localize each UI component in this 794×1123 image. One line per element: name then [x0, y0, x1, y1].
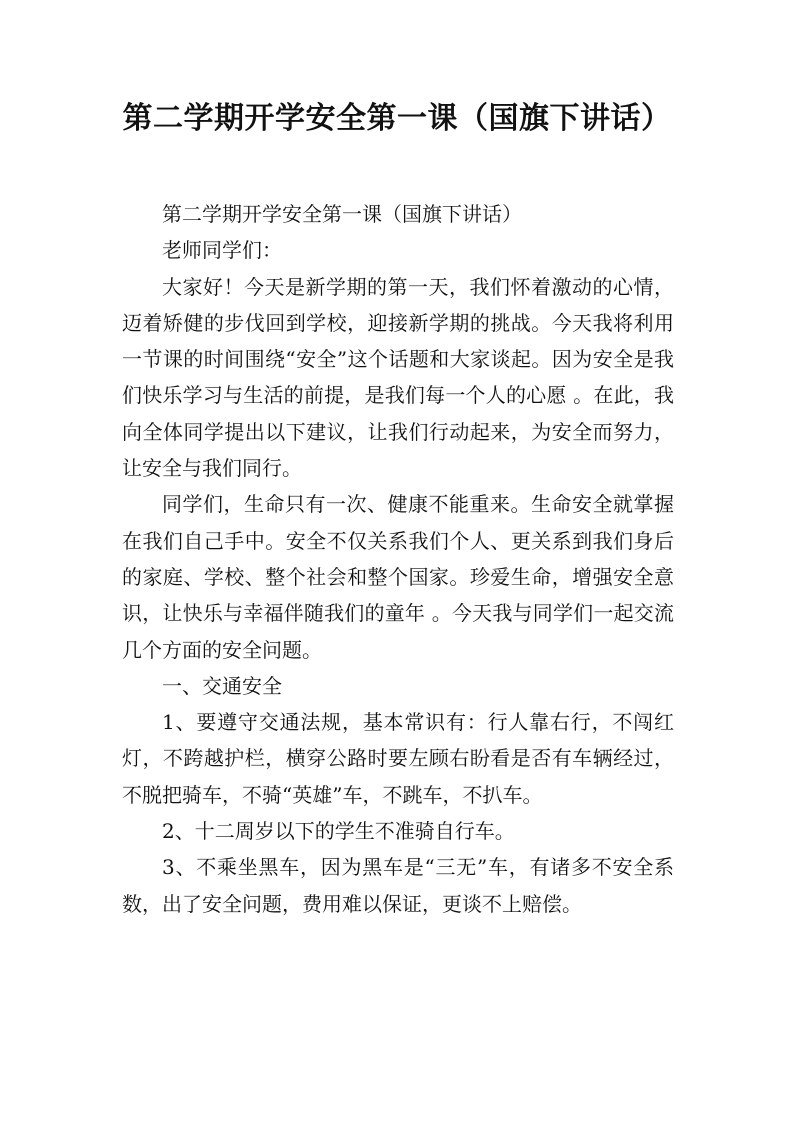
traffic-rule-2: 2、十二周岁以下的学生不准骑自行车。 [162, 819, 515, 844]
repeated-title-paragraph: 第二学期开学安全第一课（国旗下讲话） [162, 202, 522, 226]
document-body [122, 196, 674, 922]
greeting-paragraph: 大家好！今天是新学期的第一天，我们怀着激动的心情，迈着矫健的步伐回到学校，迎接新学期的挑战。今天我将利用一节课的时间围绕“安全”这个话题和大家谈起。因为安全是我们快乐学习与生活的前提，是我们每一个人的心愿 。在此，我向全体同学提出以下建议，让我们行动起来，为安全而努力，让安全与我们同行。 [122, 274, 674, 481]
salutation-paragraph: 老师同学们： [162, 238, 282, 263]
document-title: 第二学期开学安全第一课（国旗下讲话） [122, 101, 672, 136]
traffic-rule-1: 1、要遵守交通法规，基本常识有：行人靠右行，不闯红灯，不跨越护栏，横穿公路时要左顾右盼看是否有车辆经过，不脱把骑车，不骑“英雄”车，不跳车，不扒车。 [122, 710, 674, 807]
traffic-rule-3: 3、不乘坐黑车，因为黑车是“三无”车，有诸多不安全系数，出了安全问题，费用难以保证，更谈不上赔偿。 [122, 855, 674, 916]
life-safety-paragraph: 同学们，生命只有一次、健康不能重来。生命安全就掌握在我们自己手中。安全不仅关系我们个人、更关系到我们身后的家庭、学校、整个社会和整个国家。珍爱生命，增强安全意识，让快乐与幸福伴随我们的童年 。今天我与同学们一起交流几个方面的安全问题。 [122, 492, 674, 662]
section-heading-traffic-safety: 一、交通安全 [162, 673, 282, 698]
